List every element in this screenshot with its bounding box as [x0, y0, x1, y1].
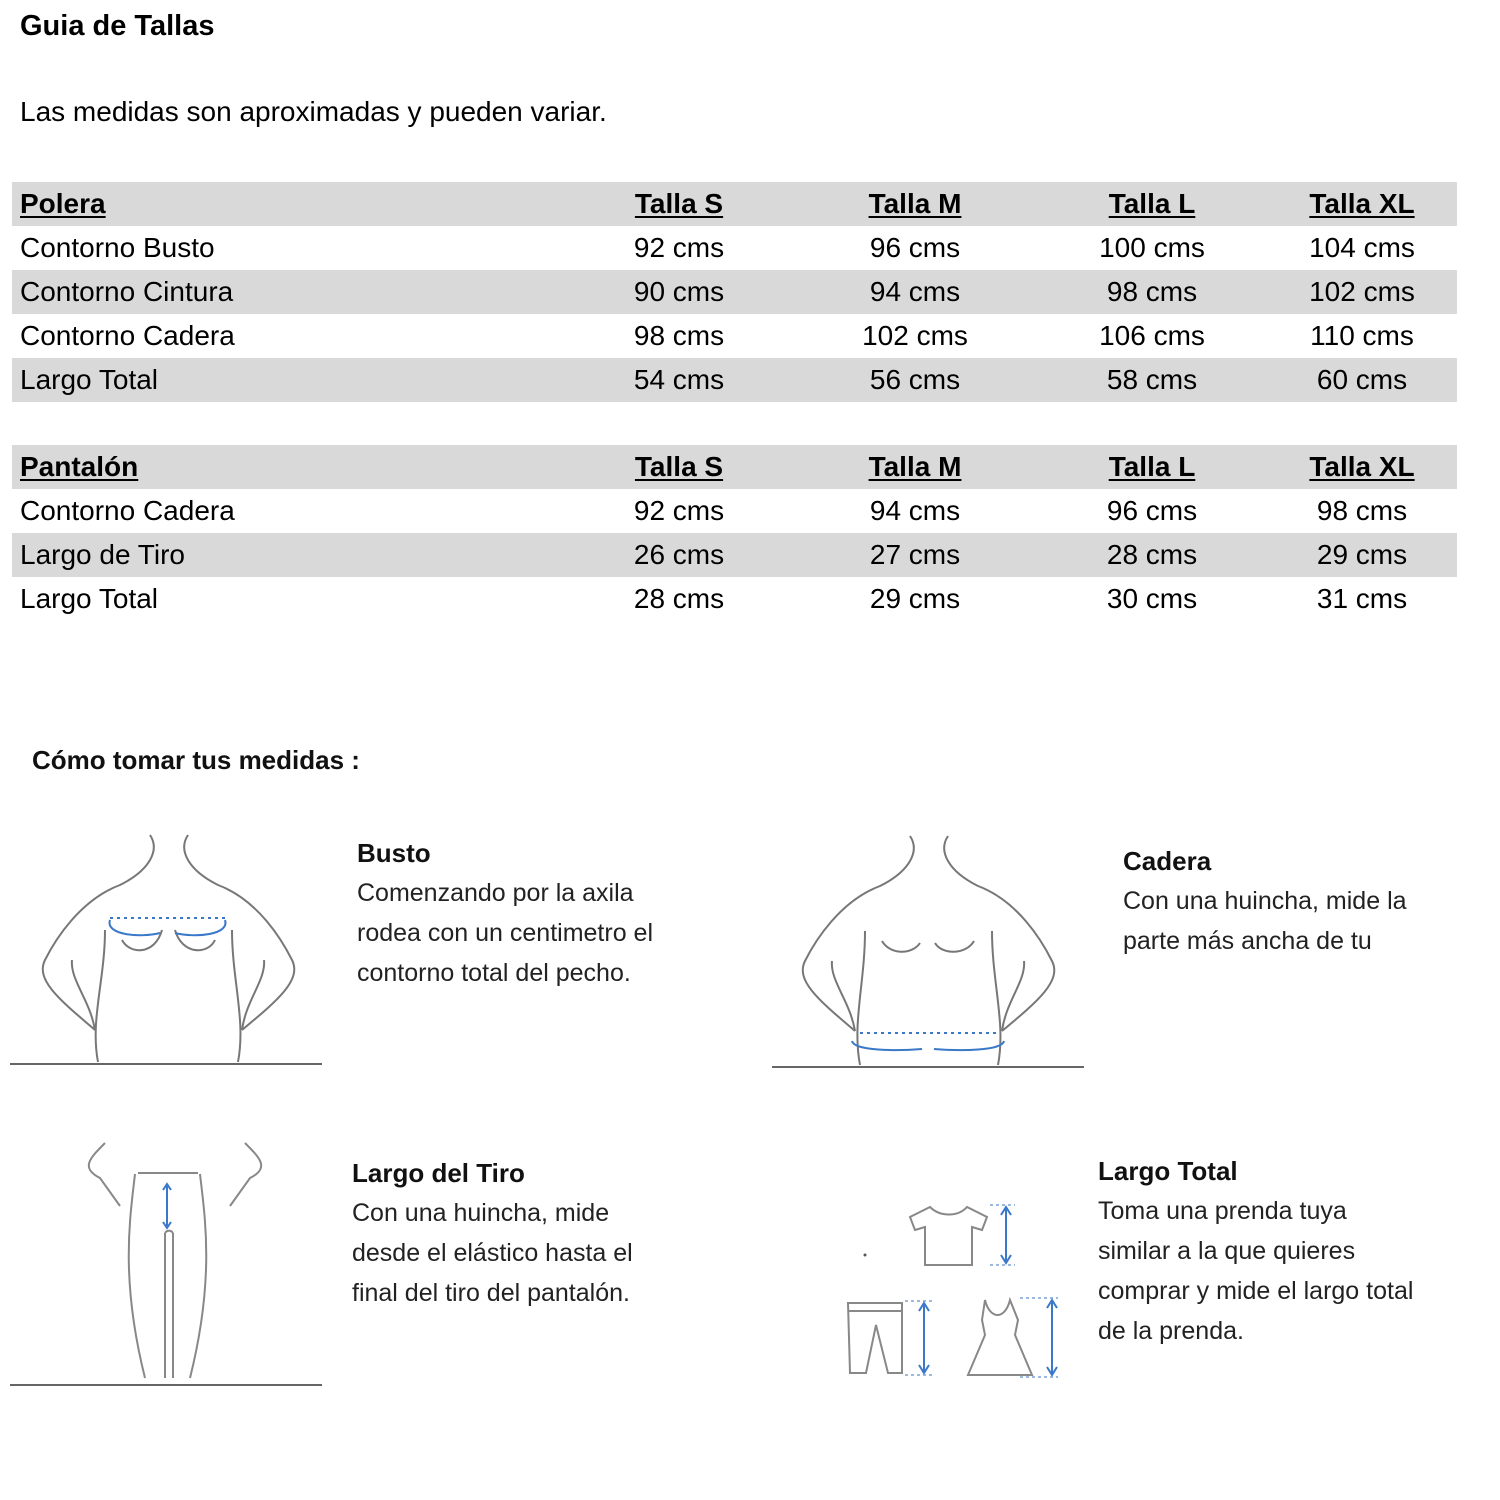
largo-total-line: de la prenda. — [1098, 1317, 1244, 1345]
busto-line: Comenzando por la axila — [357, 879, 634, 907]
hip-measure-illustration — [772, 833, 1087, 1073]
garment-length-icons — [840, 1195, 1070, 1385]
table-header-row — [12, 445, 1457, 489]
row-label: Contorno Cadera — [20, 495, 235, 526]
header-size-s: Talla S — [634, 188, 724, 219]
cell-s: 92 cms — [633, 232, 725, 263]
pantalon-size-table — [12, 445, 1457, 621]
cell-m: 29 cms — [869, 583, 961, 614]
cell-s: 90 cms — [633, 276, 725, 307]
busto-line: contorno total del pecho. — [357, 959, 631, 987]
cell-xl: 110 cms — [1310, 320, 1414, 351]
cell-m: 56 cms — [869, 364, 961, 395]
cell-l: 58 cms — [1106, 364, 1198, 395]
cadera-line: parte más ancha de tu — [1123, 927, 1372, 955]
disclaimer-note: Las medidas son aproximadas y pueden variar. — [20, 96, 607, 127]
cell-l: 100 cms — [1099, 232, 1205, 263]
row-label: Contorno Busto — [20, 232, 215, 263]
cell-xl: 102 cms — [1309, 276, 1415, 307]
cell-xl: 31 cms — [1316, 583, 1408, 614]
row-label: Largo Total — [20, 583, 159, 614]
largo-total-line: similar a la que quieres — [1098, 1237, 1356, 1265]
row-label: Contorno Cadera — [20, 320, 235, 351]
header-size-s: Talla S — [634, 451, 724, 482]
cell-m: 102 cms — [862, 320, 968, 351]
tiro-line: final del tiro del pantalón. — [352, 1279, 630, 1307]
cell-m: 27 cms — [869, 539, 961, 570]
cell-s: 98 cms — [633, 320, 725, 351]
cell-s: 28 cms — [633, 583, 725, 614]
cell-m: 94 cms — [869, 276, 961, 307]
tiro-line: desde el elástico hasta el — [352, 1239, 633, 1267]
busto-title: Busto — [357, 838, 431, 868]
rise-measure-illustration — [10, 1138, 325, 1393]
tiro-title: Largo del Tiro — [352, 1158, 525, 1188]
table-row — [12, 358, 1457, 402]
header-size-l: Talla L — [1108, 188, 1196, 219]
cell-xl: 60 cms — [1316, 364, 1408, 395]
table-row — [12, 270, 1457, 314]
bust-measure-illustration — [10, 830, 325, 1070]
table-row — [12, 577, 1457, 621]
largo-total-line: comprar y mide el largo total — [1098, 1277, 1414, 1305]
row-label: Largo Total — [20, 364, 159, 395]
header-garment: Pantalón — [20, 451, 139, 482]
table-row — [12, 226, 1457, 270]
cell-l: 28 cms — [1106, 539, 1198, 570]
cell-l: 98 cms — [1106, 276, 1198, 307]
header-size-xl: Talla XL — [1309, 188, 1415, 219]
row-label: Contorno Cintura — [20, 276, 234, 307]
largo-total-line: Toma una prenda tuya — [1098, 1197, 1347, 1225]
cell-xl: 98 cms — [1316, 495, 1408, 526]
cadera-instructions — [1123, 841, 1407, 961]
table-row — [12, 533, 1457, 577]
header-size-xl: Talla XL — [1309, 451, 1415, 482]
page-title: Guia de Tallas — [20, 10, 215, 42]
cell-l: 30 cms — [1106, 583, 1198, 614]
tiro-instructions — [352, 1153, 633, 1313]
busto-instructions — [357, 833, 653, 993]
cell-xl: 29 cms — [1316, 539, 1408, 570]
header-size-m: Talla M — [868, 188, 962, 219]
header-garment: Polera — [20, 188, 106, 219]
cell-s: 54 cms — [633, 364, 725, 395]
tiro-line: Con una huincha, mide — [352, 1199, 610, 1227]
cadera-line: Con una huincha, mide la — [1123, 887, 1407, 915]
row-label: Largo de Tiro — [20, 539, 185, 570]
largo-total-instructions — [1098, 1151, 1413, 1351]
how-to-measure-heading: Cómo tomar tus medidas : — [32, 745, 360, 775]
cadera-title: Cadera — [1123, 846, 1212, 876]
cell-l: 106 cms — [1099, 320, 1205, 351]
cell-xl: 104 cms — [1309, 232, 1415, 263]
table-row — [12, 489, 1457, 533]
largo-total-title: Largo Total — [1098, 1156, 1238, 1186]
cell-l: 96 cms — [1106, 495, 1198, 526]
table-row — [12, 314, 1457, 358]
cell-m: 96 cms — [869, 232, 961, 263]
busto-line: rodea con un centimetro el — [357, 919, 654, 947]
polera-size-table — [12, 182, 1457, 402]
table-header-row — [12, 182, 1457, 226]
cell-s: 92 cms — [633, 495, 725, 526]
header-size-m: Talla M — [868, 451, 962, 482]
cell-s: 26 cms — [633, 539, 725, 570]
header-size-l: Talla L — [1108, 451, 1196, 482]
cell-m: 94 cms — [869, 495, 961, 526]
